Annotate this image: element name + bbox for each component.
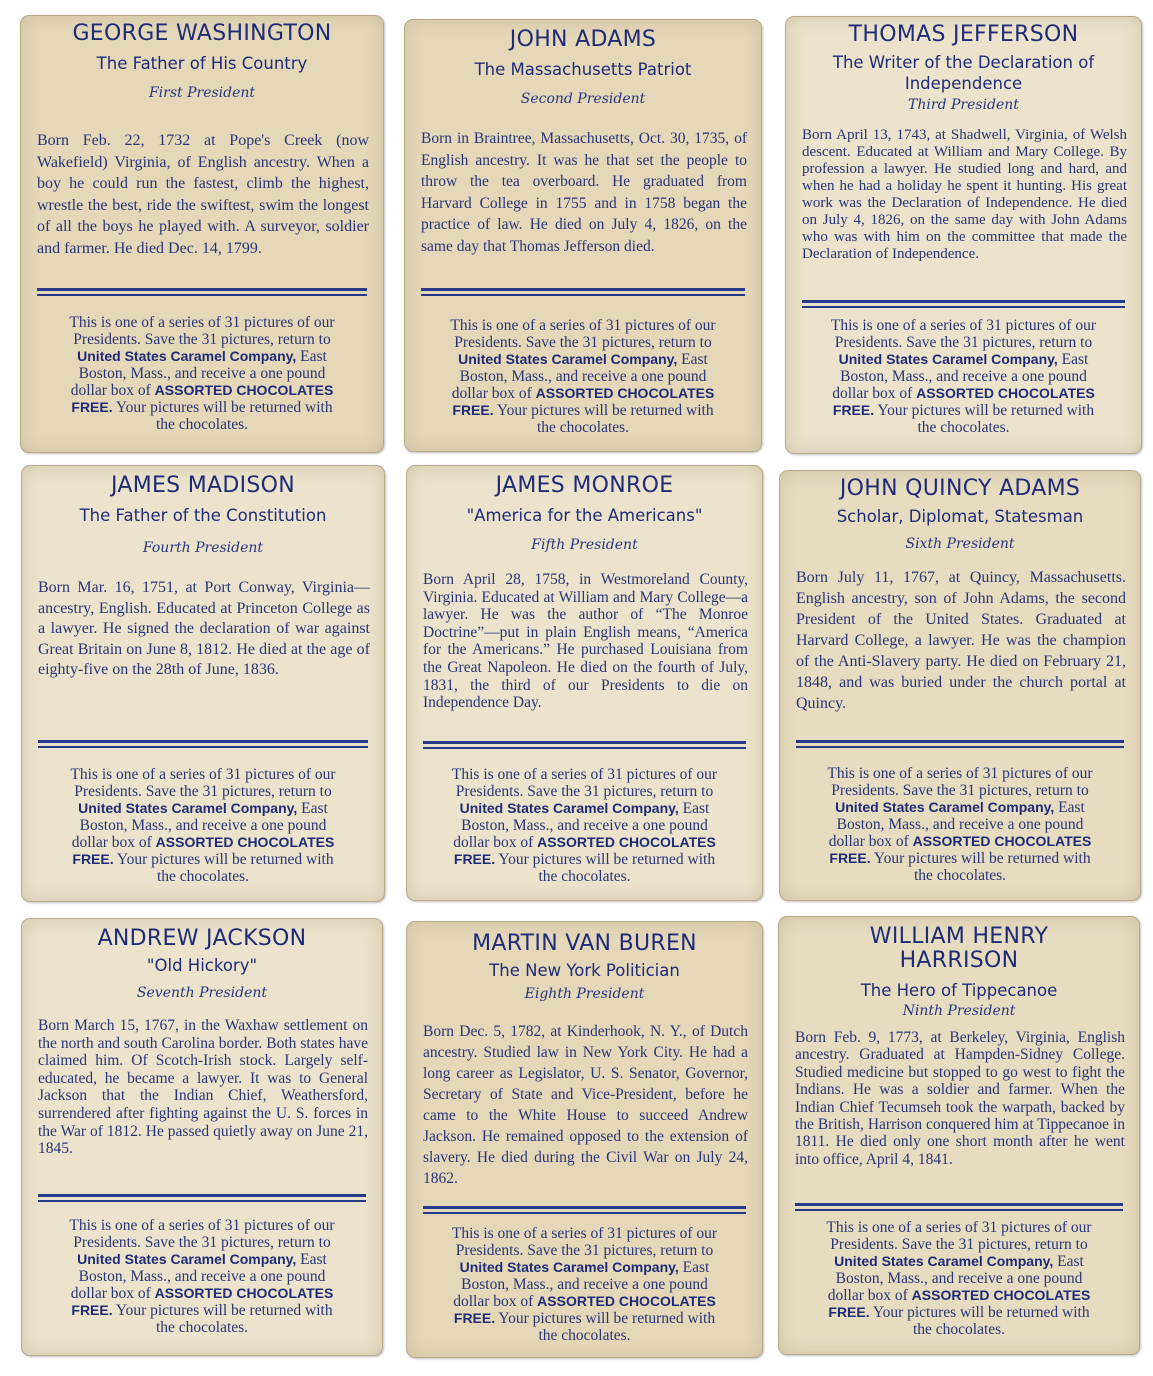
- double-rule-divider: [38, 740, 368, 748]
- president-subtitle: The Father of the Constitution: [79, 506, 327, 525]
- offer-line: [417, 402, 749, 419]
- offer-line: [34, 1251, 370, 1268]
- offer-line: This is one of a series of 31 pictures of our: [451, 766, 718, 783]
- offer-line: [33, 348, 371, 365]
- offer-line: Boston, Mass., and receive a one pound: [461, 1276, 708, 1293]
- offer-text-span: Your pictures will be returned with: [493, 402, 714, 419]
- offer-text-span: Your pictures will be returned with: [869, 1304, 1090, 1321]
- offer-line: [33, 399, 371, 416]
- offer-line: [792, 850, 1128, 867]
- offer-emphasis: United States Caramel Company,: [838, 351, 1058, 367]
- president-name: JOHN QUINCY ADAMS: [839, 476, 1081, 501]
- offer-emphasis: United States Caramel Company,: [459, 800, 679, 816]
- offer-line: [417, 385, 749, 402]
- offer-line: Presidents. Save the 31 pictures, return to: [831, 782, 1089, 799]
- offer-text-span: East: [1053, 1253, 1084, 1270]
- offer-line: This is one of a series of 31 pictures of our: [450, 317, 716, 334]
- president-ordinal: Second President: [520, 91, 646, 107]
- offer-text-span: East: [678, 1259, 710, 1276]
- offer-emphasis: United States Caramel Company,: [77, 1251, 297, 1267]
- offer-line: Boston, Mass., and receive a one pound: [79, 817, 327, 834]
- offer-text-span: dollar box of: [70, 1285, 155, 1302]
- president-subtitle: The Massachusetts Patriot: [474, 60, 692, 79]
- offer-emphasis: FREE.: [71, 399, 113, 415]
- card-thomas-jefferson: [785, 16, 1142, 454]
- offer-text-span: dollar box of: [70, 382, 155, 399]
- card-martin-van-buren: [406, 921, 763, 1358]
- offer-text-span: dollar box of: [71, 834, 156, 851]
- offer-emphasis: United States Caramel Company,: [835, 799, 1055, 815]
- president-subtitle: Scholar, Diplomat, Statesman: [836, 507, 1084, 526]
- offer-line: This is one of a series of 31 pictures of our: [827, 765, 1093, 782]
- offer-line: Presidents. Save the 31 pictures, return to: [834, 334, 1093, 351]
- offer-line: [34, 851, 372, 868]
- offer-line: [419, 1259, 750, 1276]
- offer-emphasis: FREE.: [453, 1310, 496, 1326]
- card-header: [791, 925, 1127, 1020]
- president-name: WILLIAM HENRY HARRISON: [869, 924, 1049, 973]
- offer-emphasis: United States Caramel Company,: [834, 1253, 1054, 1269]
- offer-line: This is one of a series of 31 pictures of our: [830, 317, 1097, 334]
- president-subtitle: The Father of His Country: [96, 54, 308, 73]
- offer-line: This is one of a series of 31 pictures of our: [69, 1217, 335, 1234]
- card-header: [34, 474, 372, 557]
- president-name: ANDREW JACKSON: [97, 926, 307, 951]
- offer-line: [34, 1302, 370, 1319]
- card-header: [419, 932, 750, 1003]
- president-name: JAMES MONROE: [495, 473, 674, 498]
- biography-text: Born Feb. 22, 1732 at Pope's Creek (now Wakefield) Virginia, of English ancestry. When a boy he could run the fastest, climb the highest, wrestle the best, ride the swiftest, swim the longest of all the boys he played with. A surveyor, soldier and farmer. He died Dec. 14, 1799.: [37, 132, 369, 257]
- double-rule-divider: [421, 288, 745, 296]
- offer-line: Boston, Mass., and receive a one pound: [840, 368, 1087, 385]
- biography-text: Born Mar. 16, 1751, at Port Conway, Virginia—ancestry, English. Educated at Princeton College as a lawyer. He signed the declaration of war against Great Britain on June 8, 1812. He died at the age of eighty-five on the 28th of June, 1836.: [38, 579, 370, 678]
- offer-text-span: Your pictures will be returned with: [870, 850, 1091, 867]
- offer-line: [791, 1287, 1127, 1304]
- offer-line: [34, 834, 372, 851]
- double-rule-divider: [37, 288, 367, 296]
- offer-emphasis: ASSORTED CHOCOLATES: [154, 382, 334, 398]
- offer-text-span: Your pictures will be returned with: [112, 1302, 333, 1319]
- offer-emphasis: United States Caramel Company,: [78, 800, 298, 816]
- double-rule-divider: [802, 300, 1125, 308]
- offer-text-span: dollar box of: [832, 385, 917, 402]
- offer-text-span: East: [1057, 351, 1089, 368]
- offer-emphasis: United States Caramel Company,: [458, 351, 678, 367]
- offer-line: the chocolates.: [538, 1327, 631, 1344]
- offer-text: [34, 1217, 370, 1336]
- offer-text-span: dollar box of: [453, 834, 538, 851]
- offer-emphasis: FREE.: [829, 850, 871, 866]
- offer-emphasis: ASSORTED CHOCOLATES: [154, 1285, 334, 1301]
- president-name: GEORGE WASHINGTON: [72, 21, 332, 46]
- offer-text: [798, 317, 1129, 436]
- offer-text-span: East: [1054, 799, 1085, 816]
- biography-text: Born March 15, 1767, in the Waxhaw settlement on the north and south Carolina border. Both states have claimed him. Of Scotch-Irish stock. Largely self-educated, he became a lawyer. It was to General Jackson that the Indian Chief, Weathersford, surrendered after fighting against the U. S. forces in the War of 1812. He passed quietly away on June 21, 1845.: [38, 1017, 368, 1158]
- card-john-quincy-adams: [779, 470, 1141, 901]
- biography-text: Born April 13, 1743, at Shadwell, Virginia, of Welsh descent. Educated at William and Mary College. By profession a lawyer. He studied long and hard, and when he had a holiday he spent it hunting. His great work was the Declaration of Independence. He died on July 4, 1826, on the same day with John Adams who was with him on the committee that made the Declaration of Independence.: [802, 127, 1127, 262]
- offer-emphasis: FREE.: [72, 851, 114, 867]
- offer-line: the chocolates.: [912, 1321, 1006, 1338]
- card-header: [798, 23, 1129, 114]
- offer-text-span: dollar box of: [453, 1293, 538, 1310]
- president-ordinal: Ninth President: [902, 1003, 1016, 1019]
- offer-text-span: dollar box of: [827, 1287, 912, 1304]
- offer-line: Boston, Mass., and receive a one pound: [461, 817, 708, 834]
- president-ordinal: Fifth President: [531, 537, 638, 553]
- offer-text-span: East: [678, 800, 710, 817]
- offer-line: Boston, Mass., and receive a one pound: [459, 368, 707, 385]
- president-subtitle: The Hero of Tippecanoe: [860, 981, 1058, 1000]
- offer-line: [792, 833, 1128, 850]
- offer-text-span: East: [297, 800, 328, 817]
- biography-text: Born in Braintree, Massachusetts, Oct. 30, 1735, of English ancestry. It was he that set the people to throw the tea overboard. He graduated from Harvard College in 1755 and in 1758 began the practice of law. He died on July 4, 1826, on the same day that Thomas Jefferson died.: [421, 130, 747, 255]
- biography-text: Born Feb. 9, 1773, at Berkeley, Virginia, English ancestry. Graduated at Hampden-Sidney College. Studied medicine but stopped to go west to fight the Indians. He was a soldier and farmer. When the Indian Chief Tecumseh took the warpath, backed by the British, Harrison conquered him at Tippecanoe in 1811. He died only one short month after he went into office, April 4, 1841.: [795, 1029, 1125, 1168]
- card-header: [34, 927, 370, 1002]
- offer-text-span: Your pictures will be returned with: [113, 851, 334, 868]
- offer-line: This is one of a series of 31 pictures of our: [826, 1219, 1092, 1236]
- offer-text: [791, 1219, 1127, 1338]
- offer-line: [798, 402, 1129, 419]
- offer-text: [419, 1225, 750, 1344]
- offer-emphasis: ASSORTED CHOCOLATES: [912, 833, 1092, 849]
- offer-line: the chocolates.: [917, 419, 1010, 436]
- offer-text: [419, 766, 750, 885]
- offer-line: Presidents. Save the 31 pictures, return to: [73, 331, 331, 348]
- offer-line: [798, 385, 1129, 402]
- offer-line: Boston, Mass., and receive a one pound: [835, 1270, 1083, 1287]
- offer-emphasis: FREE.: [832, 402, 875, 418]
- offer-text-span: Your pictures will be returned with: [495, 851, 716, 868]
- offer-text-span: Your pictures will be returned with: [112, 399, 333, 416]
- offer-line: [792, 799, 1128, 816]
- offer-text-span: East: [677, 351, 708, 368]
- offer-line: [419, 800, 750, 817]
- offer-line: [419, 1293, 750, 1310]
- double-rule-divider: [423, 1206, 746, 1214]
- offer-emphasis: United States Caramel Company,: [77, 348, 297, 364]
- offer-text-span: dollar box of: [828, 833, 913, 850]
- offer-line: [419, 851, 750, 868]
- double-rule-divider: [38, 1194, 366, 1202]
- president-ordinal: Third President: [908, 97, 1019, 113]
- card-james-madison: [21, 465, 385, 902]
- offer-line: Presidents. Save the 31 pictures, return to: [73, 1234, 331, 1251]
- offer-line: This is one of a series of 31 pictures of our: [70, 766, 336, 783]
- offer-line: [34, 1285, 370, 1302]
- offer-text-span: East: [296, 348, 327, 365]
- offer-line: Boston, Mass., and receive a one pound: [78, 1268, 326, 1285]
- president-ordinal: Fourth President: [142, 540, 264, 556]
- offer-line: Presidents. Save the 31 pictures, return to: [455, 783, 714, 800]
- card-james-monroe: [406, 465, 763, 901]
- double-rule-divider: [423, 741, 746, 749]
- offer-emphasis: FREE.: [452, 402, 494, 418]
- biography-text: Born July 11, 1767, at Quincy, Massachusetts. English ancestry, son of John Adams, the second President of the United States. Graduated at Harvard College, a lawyer. He was the champion of the Anti-Slavery party. He died on February 21, 1848, and was buried under the church portal at Quincy.: [796, 569, 1126, 712]
- card-william-henry-harrison: [778, 916, 1140, 1355]
- offer-line: Presidents. Save the 31 pictures, return to: [74, 783, 332, 800]
- offer-line: Boston, Mass., and receive a one pound: [78, 365, 326, 382]
- president-ordinal: First President: [148, 85, 256, 101]
- offer-line: [417, 351, 749, 368]
- offer-line: Boston, Mass., and receive a one pound: [836, 816, 1084, 833]
- offer-emphasis: FREE.: [453, 851, 496, 867]
- offer-emphasis: ASSORTED CHOCOLATES: [537, 834, 716, 850]
- offer-line: [34, 800, 372, 817]
- offer-text: [417, 317, 749, 436]
- double-rule-divider: [796, 740, 1124, 748]
- offer-emphasis: ASSORTED CHOCOLATES: [537, 1293, 716, 1309]
- offer-emphasis: ASSORTED CHOCOLATES: [916, 385, 1095, 401]
- offer-line: the chocolates.: [913, 867, 1007, 884]
- offer-text-span: dollar box of: [451, 385, 536, 402]
- president-subtitle: "America for the Americans": [466, 506, 703, 525]
- president-name: JAMES MADISON: [110, 473, 296, 498]
- president-ordinal: Eighth President: [524, 986, 645, 1002]
- president-ordinal: Sixth President: [905, 536, 1015, 552]
- offer-line: [798, 351, 1129, 368]
- offer-line: the chocolates.: [155, 1319, 249, 1336]
- offer-text: [792, 765, 1128, 884]
- offer-text: [34, 766, 372, 885]
- offer-text-span: Your pictures will be returned with: [495, 1310, 716, 1327]
- president-subtitle: "Old Hickory": [146, 956, 258, 975]
- president-subtitle: The Writer of the Declaration of Independence: [832, 53, 1095, 93]
- offer-line: the chocolates.: [156, 868, 250, 885]
- biography-text: Born April 28, 1758, in Westmoreland County, Virginia. Educated at William and Mary College—a lawyer. He was the author of “The Monroe Doctrine”—put in plain English means, “America for the Americans.” He purchased Louisiana from the Great Napoleon. He died on the fourth of July, 1831, the third of our Presidents to die on Independence Day.: [423, 571, 748, 712]
- card-header: [417, 28, 749, 108]
- offer-line: Presidents. Save the 31 pictures, return to: [455, 1242, 714, 1259]
- offer-line: [419, 1310, 750, 1327]
- offer-line: the chocolates.: [155, 416, 249, 433]
- offer-emphasis: ASSORTED CHOCOLATES: [155, 834, 335, 850]
- double-rule-divider: [795, 1203, 1123, 1211]
- offer-emphasis: ASSORTED CHOCOLATES: [535, 385, 715, 401]
- card-george-washington: [20, 15, 384, 453]
- offer-line: Presidents. Save the 31 pictures, return to: [830, 1236, 1088, 1253]
- offer-text-span: Your pictures will be returned with: [874, 402, 1095, 419]
- card-header: [792, 477, 1128, 553]
- offer-emphasis: United States Caramel Company,: [459, 1259, 679, 1275]
- card-header: [419, 474, 750, 554]
- card-header: [33, 22, 371, 102]
- card-andrew-jackson: [21, 918, 383, 1356]
- president-subtitle: The New York Politician: [489, 961, 680, 980]
- offer-text-span: East: [296, 1251, 327, 1268]
- offer-text: [33, 314, 371, 433]
- offer-line: Presidents. Save the 31 pictures, return to: [454, 334, 712, 351]
- offer-emphasis: ASSORTED CHOCOLATES: [911, 1287, 1091, 1303]
- offer-emphasis: FREE.: [828, 1304, 870, 1320]
- president-ordinal: Seventh President: [136, 985, 268, 1001]
- offer-emphasis: FREE.: [71, 1302, 113, 1318]
- offer-line: [791, 1253, 1127, 1270]
- offer-line: the chocolates.: [536, 419, 630, 436]
- offer-line: [791, 1304, 1127, 1321]
- president-name: THOMAS JEFFERSON: [848, 22, 1079, 47]
- card-john-adams: [404, 19, 762, 452]
- offer-line: [33, 382, 371, 399]
- biography-text: Born Dec. 5, 1782, at Kinderhook, N. Y., of Dutch ancestry. Studied law in New York City. He had a long career as Legislator, U. S. Senator, Governor, Secretary of State and Vice-President, before he came to the White House to succeed Andrew Jackson. He remained opposed to the extension of slavery. He died during the Civil War on July 24, 1862.: [423, 1023, 748, 1187]
- offer-line: This is one of a series of 31 pictures of our: [69, 314, 335, 331]
- offer-line: [419, 834, 750, 851]
- president-name: MARTIN VAN BUREN: [472, 931, 697, 956]
- offer-line: the chocolates.: [538, 868, 631, 885]
- president-name: JOHN ADAMS: [509, 27, 657, 52]
- offer-line: This is one of a series of 31 pictures of our: [451, 1225, 718, 1242]
